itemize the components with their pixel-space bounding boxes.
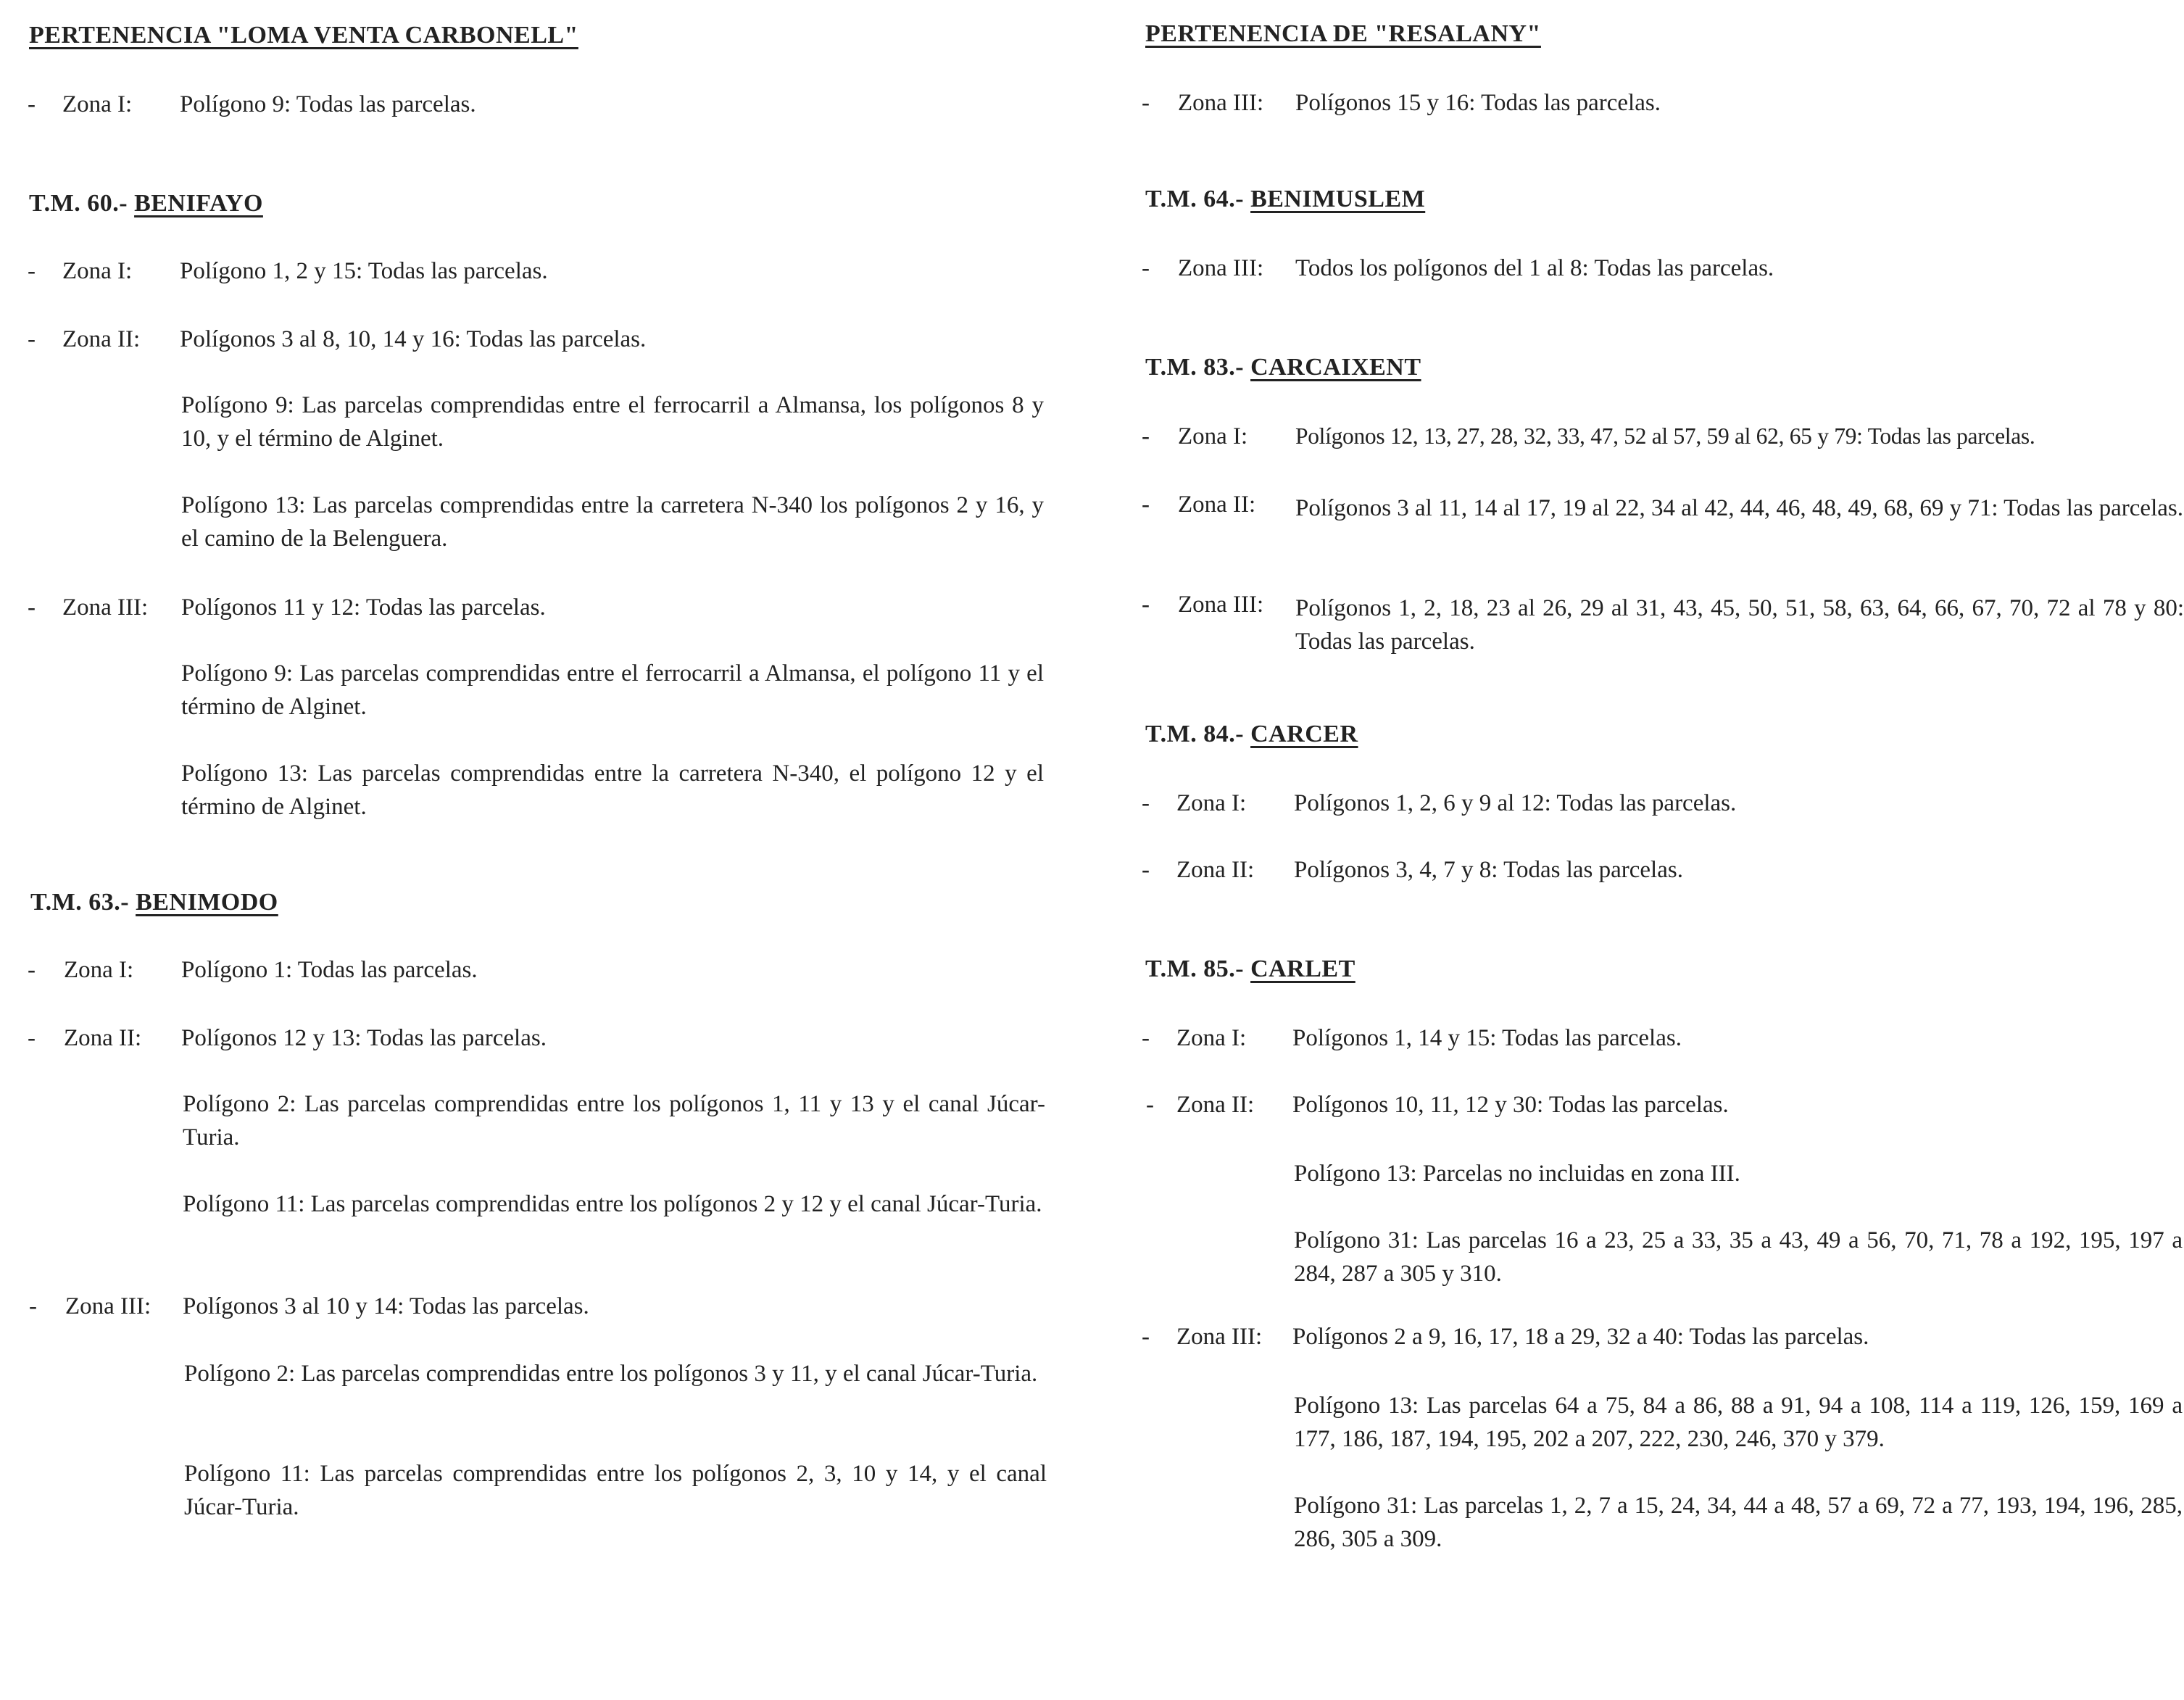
zone-label: Zona III: xyxy=(1178,90,1264,116)
zone-text: Todos los polígonos del 1 al 8: Todas las parcelas. xyxy=(1295,255,1774,281)
zone-label: Zona I: xyxy=(1178,423,1248,449)
zone-dash: - xyxy=(1146,1092,1154,1118)
tm-heading xyxy=(1145,354,1421,381)
zone-dash: - xyxy=(28,957,36,983)
zone-text: Polígonos 1, 2, 6 y 9 al 12: Todas las parcelas. xyxy=(1294,790,1737,816)
parcel-paragraph: Polígono 31: Las parcelas 1, 2, 7 a 15, 24, 34, 44 a 48, 57 a 69, 72 a 77, 193, 194, 196, 285, 286, 305 a 309. xyxy=(1294,1493,2183,1552)
zone-dash: - xyxy=(28,258,36,284)
zone-dash: - xyxy=(1142,492,1150,518)
tm-number: T.M. 84.- xyxy=(1145,721,1245,747)
zone-text: Polígono 1: Todas las parcelas. xyxy=(181,957,478,983)
zone-text: Polígonos 1, 2, 18, 23 al 26, 29 al 31, 43, 45, 50, 51, 58, 63, 64, 66, 67, 70, 72 al 78 y 80: Todas las parcelas. xyxy=(1295,595,2184,655)
tm-number: T.M. 64.- xyxy=(1145,186,1245,212)
tm-heading xyxy=(29,190,263,217)
zone-label: Zona III: xyxy=(1176,1324,1263,1350)
zone-dash: - xyxy=(28,594,36,621)
zone-label: Zona II: xyxy=(1176,1092,1255,1118)
zone-dash: - xyxy=(1142,255,1150,281)
zone-label: Zona II: xyxy=(62,326,141,352)
parcel-paragraph: Polígono 31: Las parcelas 16 a 23, 25 a 33, 35 a 43, 49 a 56, 70, 71, 78 a 192, 195, 197 a 284, 287 a 305 y 310. xyxy=(1294,1227,2183,1287)
zone-dash: - xyxy=(28,91,36,117)
zone-text: Polígonos 1, 14 y 15: Todas las parcelas. xyxy=(1292,1025,1682,1051)
zone-dash: - xyxy=(1142,790,1150,816)
zone-label: Zona I: xyxy=(1176,790,1247,816)
zone-label: Zona II: xyxy=(1176,857,1255,883)
section-heading: PERTENENCIA "LOMA VENTA CARBONELL" xyxy=(29,22,578,49)
parcel-paragraph: Polígono 13: Las parcelas comprendidas entre la carretera N-340 los polígonos 2 y 16, y el camino de la Belenguera. xyxy=(181,492,1044,552)
tm-name: BENIMODO xyxy=(136,889,278,916)
zone-text: Polígonos 2 a 9, 16, 17, 18 a 29, 32 a 40: Todas las parcelas. xyxy=(1292,1324,1869,1350)
tm-heading xyxy=(1145,955,1355,983)
zone-dash: - xyxy=(1142,423,1150,449)
tm-name: BENIFAYO xyxy=(134,190,263,217)
zone-label: Zona III: xyxy=(65,1293,151,1319)
zone-dash: - xyxy=(1142,1324,1150,1350)
tm-name: BENIMUSLEM xyxy=(1250,186,1426,212)
zone-dash: - xyxy=(28,326,36,352)
zone-dash: - xyxy=(1142,90,1150,116)
parcel-paragraph: Polígono 9: Las parcelas comprendidas entre el ferrocarril a Almansa, el polígono 11 y el término de Alginet. xyxy=(181,660,1044,720)
tm-heading xyxy=(1145,721,1358,748)
tm-number: T.M. 60.- xyxy=(29,190,128,217)
zone-text: Polígonos 12 y 13: Todas las parcelas. xyxy=(181,1025,547,1051)
tm-name: CARLET xyxy=(1250,955,1355,982)
zone-label: Zona I: xyxy=(62,258,133,284)
zone-label: Zona III: xyxy=(62,594,149,621)
zone-text: Polígonos 10, 11, 12 y 30: Todas las parcelas. xyxy=(1292,1092,1729,1118)
zone-text: Polígono 9: Todas las parcelas. xyxy=(180,91,476,117)
tm-heading xyxy=(1145,186,1425,213)
zone-text: Polígonos 3, 4, 7 y 8: Todas las parcelas. xyxy=(1294,857,1683,883)
parcel-paragraph: Polígono 2: Las parcelas comprendidas entre los polígonos 3 y 11, y el canal Júcar-Turia. xyxy=(184,1361,1038,1387)
tm-number: T.M. 63.- xyxy=(30,889,130,916)
parcel-paragraph: Polígono 13: Las parcelas 64 a 75, 84 a 86, 88 a 91, 94 a 108, 114 a 119, 126, 159, 169 a 177, 186, 187, 194, 195, 202 a 207, 222, 230, 246, 370 y 379. xyxy=(1294,1393,2183,1452)
zone-label: Zona I: xyxy=(1176,1025,1247,1051)
zone-text: Polígonos 15 y 16: Todas las parcelas. xyxy=(1295,90,1661,116)
zone-label: Zona II: xyxy=(64,1025,142,1051)
zone-label: Zona II: xyxy=(1178,492,1256,518)
tm-heading xyxy=(30,889,278,916)
section-heading: PERTENENCIA DE "RESALANY" xyxy=(1145,20,1541,47)
parcel-paragraph: Polígono 13: Las parcelas comprendidas entre la carretera N-340, el polígono 12 y el término de Alginet. xyxy=(181,760,1044,820)
zone-text: Polígonos 3 al 10 y 14: Todas las parcelas. xyxy=(183,1293,589,1319)
zone-text: Polígonos 11 y 12: Todas las parcelas. xyxy=(181,594,546,621)
zone-dash: - xyxy=(1142,592,1150,618)
tm-name: CARCER xyxy=(1250,721,1358,747)
zone-label: Zona I: xyxy=(64,957,134,983)
zone-dash: - xyxy=(29,1293,37,1319)
tm-number: T.M. 83.- xyxy=(1145,354,1245,381)
zone-dash: - xyxy=(1142,857,1150,883)
zone-label: Zona III: xyxy=(1178,592,1264,618)
zone-text: Polígono 1, 2 y 15: Todas las parcelas. xyxy=(180,258,548,284)
parcel-paragraph: Polígono 13: Parcelas no incluidas en zona III. xyxy=(1294,1161,1740,1187)
zone-label: Zona I: xyxy=(62,91,133,117)
zone-label: Zona III: xyxy=(1178,255,1264,281)
parcel-paragraph: Polígono 9: Las parcelas comprendidas entre el ferrocarril a Almansa, los polígonos 8 y 10, y el término de Alginet. xyxy=(181,392,1044,452)
tm-name: CARCAIXENT xyxy=(1250,354,1421,381)
zone-text: Polígonos 3 al 11, 14 al 17, 19 al 22, 34 al 42, 44, 46, 48, 49, 68, 69 y 71: Todas las parcelas. xyxy=(1295,495,2183,521)
parcel-paragraph: Polígono 11: Las parcelas comprendidas entre los polígonos 2, 3, 10 y 14, y el canal Júcar-Turia. xyxy=(184,1461,1047,1520)
zone-text: Polígonos 3 al 8, 10, 14 y 16: Todas las parcelas. xyxy=(180,326,647,352)
zone-text: Polígonos 12, 13, 27, 28, 32, 33, 47, 52 al 57, 59 al 62, 65 y 79: Todas las parcelas. xyxy=(1295,423,2035,449)
parcel-paragraph: Polígono 11: Las parcelas comprendidas entre los polígonos 2 y 12 y el canal Júcar-Turia. xyxy=(183,1191,1042,1217)
parcel-paragraph: Polígono 2: Las parcelas comprendidas entre los polígonos 1, 11 y 13 y el canal Júcar-Turia. xyxy=(183,1091,1045,1150)
zone-dash: - xyxy=(28,1025,36,1051)
zone-dash: - xyxy=(1142,1025,1150,1051)
tm-number: T.M. 85.- xyxy=(1145,955,1245,982)
